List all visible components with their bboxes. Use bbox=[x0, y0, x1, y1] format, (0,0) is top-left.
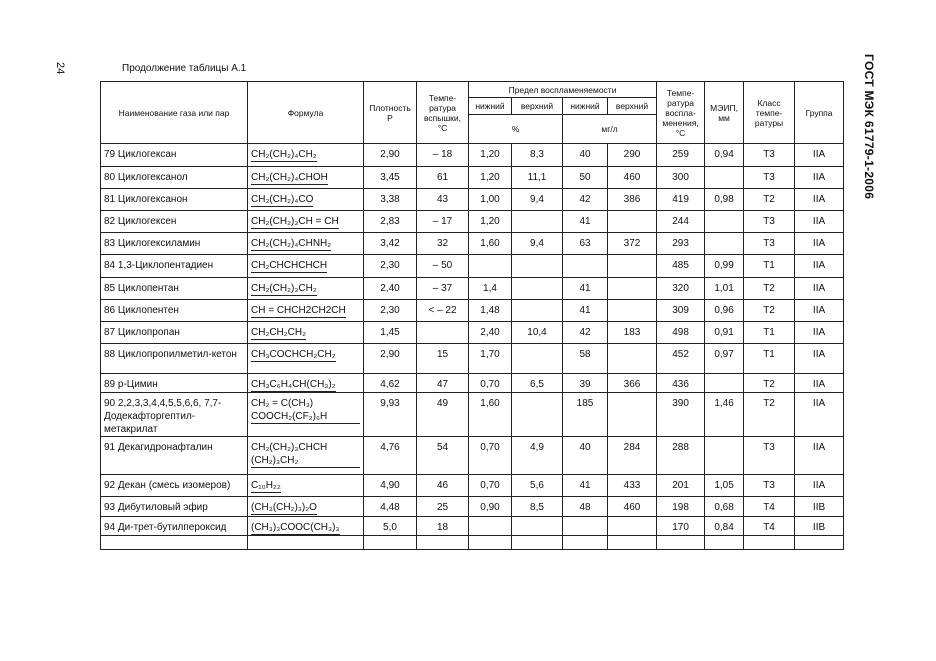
table-row bbox=[101, 278, 844, 300]
formula-cell bbox=[248, 374, 364, 393]
formula-text: CH₂(CH₂)₄CO bbox=[251, 194, 314, 205]
lower-pct-cell: 1,48 bbox=[469, 300, 512, 322]
upper-mgl-cell: 290 bbox=[608, 144, 657, 167]
temp-class-cell: T2 bbox=[744, 374, 795, 393]
name-cell: 92 Декан (смесь изомеров) bbox=[101, 475, 248, 497]
upper-pct-cell bbox=[512, 255, 563, 278]
group-cell: IIA bbox=[795, 144, 844, 167]
density-cell: 9,93 bbox=[364, 393, 417, 437]
upper-mgl-cell: 372 bbox=[608, 233, 657, 255]
group-cell: IIB bbox=[795, 517, 844, 536]
header-temp-class: Класс темпе-ратуры bbox=[744, 82, 795, 144]
formula-text: CH₂ = C(CH₃) COOCH₂(CF₂)₆H bbox=[251, 397, 360, 424]
ignition-temp-cell: 198 bbox=[657, 497, 705, 517]
upper-mgl-cell bbox=[608, 211, 657, 233]
upper-mgl-cell: 386 bbox=[608, 189, 657, 211]
empty-cell bbox=[364, 536, 417, 550]
flash-temp-cell: < – 22 bbox=[417, 300, 469, 322]
upper-mgl-cell bbox=[608, 393, 657, 437]
temp-class-cell: T4 bbox=[744, 517, 795, 536]
density-cell: 4,76 bbox=[364, 437, 417, 475]
table-row bbox=[101, 437, 844, 475]
table-caption: Продолжение таблицы А.1 bbox=[122, 63, 247, 74]
mesg-cell bbox=[705, 233, 744, 255]
upper-pct-cell bbox=[512, 300, 563, 322]
mesg-cell bbox=[705, 167, 744, 189]
header-group: Группа bbox=[795, 82, 844, 144]
empty-cell bbox=[512, 536, 563, 550]
formula-text: CH₂(CH₂)₄CHOH bbox=[251, 172, 328, 183]
flash-temp-cell: – 50 bbox=[417, 255, 469, 278]
formula-cell bbox=[248, 475, 364, 497]
name-cell: 82 Циклогексен bbox=[101, 211, 248, 233]
empty-cell bbox=[744, 536, 795, 550]
upper-mgl-cell: 460 bbox=[608, 497, 657, 517]
flash-temp-cell: 47 bbox=[417, 374, 469, 393]
density-cell: 3,45 bbox=[364, 167, 417, 189]
formula-cell bbox=[248, 517, 364, 536]
mesg-cell: 0,91 bbox=[705, 322, 744, 344]
header-lower-mgl: нижний bbox=[563, 98, 608, 115]
flash-temp-cell: 46 bbox=[417, 475, 469, 497]
density-cell: 4,62 bbox=[364, 374, 417, 393]
temp-class-cell: T3 bbox=[744, 144, 795, 167]
upper-pct-cell bbox=[512, 278, 563, 300]
table-row bbox=[101, 144, 844, 167]
upper-pct-cell: 6,5 bbox=[512, 374, 563, 393]
lower-pct-cell: 1,4 bbox=[469, 278, 512, 300]
name-cell: 94 Ди-трет-бутилпероксид bbox=[101, 517, 248, 536]
upper-pct-cell: 11,1 bbox=[512, 167, 563, 189]
temp-class-cell: T2 bbox=[744, 278, 795, 300]
flash-temp-cell: 43 bbox=[417, 189, 469, 211]
density-cell: 2,90 bbox=[364, 344, 417, 374]
density-cell: 4,48 bbox=[364, 497, 417, 517]
header-flash-temp: Темпе-ратура вспышки, °С bbox=[417, 82, 469, 144]
empty-cell bbox=[101, 536, 248, 550]
page-number: 24 bbox=[54, 62, 66, 75]
lower-mgl-cell: 185 bbox=[563, 393, 608, 437]
upper-pct-cell: 9,4 bbox=[512, 233, 563, 255]
density-cell: 2,83 bbox=[364, 211, 417, 233]
header-lower-pct: нижний bbox=[469, 98, 512, 115]
group-cell: IIA bbox=[795, 437, 844, 475]
density-cell: 3,38 bbox=[364, 189, 417, 211]
lower-pct-cell: 0,70 bbox=[469, 437, 512, 475]
group-cell: IIA bbox=[795, 475, 844, 497]
formula-cell bbox=[248, 233, 364, 255]
lower-mgl-cell: 48 bbox=[563, 497, 608, 517]
formula-text: (CH₃)₃COOC(CH₃)₃ bbox=[251, 522, 340, 533]
ignition-temp-cell: 201 bbox=[657, 475, 705, 497]
formula-text: CH₂(CH₂)₄CH₂ bbox=[251, 149, 317, 160]
temp-class-cell: T3 bbox=[744, 211, 795, 233]
lower-mgl-cell: 42 bbox=[563, 189, 608, 211]
temp-class-cell: T3 bbox=[744, 233, 795, 255]
table-row bbox=[101, 255, 844, 278]
formula-cell bbox=[248, 255, 364, 278]
temp-class-cell: T1 bbox=[744, 322, 795, 344]
group-cell: IIA bbox=[795, 189, 844, 211]
ignition-temp-cell: 390 bbox=[657, 393, 705, 437]
name-cell: 93 Дибутиловый эфир bbox=[101, 497, 248, 517]
name-cell: 80 Циклогексанол bbox=[101, 167, 248, 189]
lower-mgl-cell: 50 bbox=[563, 167, 608, 189]
formula-cell bbox=[248, 278, 364, 300]
lower-pct-cell: 1,60 bbox=[469, 393, 512, 437]
group-cell: IIA bbox=[795, 255, 844, 278]
group-cell: IIA bbox=[795, 300, 844, 322]
flash-temp-cell: – 37 bbox=[417, 278, 469, 300]
header-upper-pct: верхний bbox=[512, 98, 563, 115]
lower-mgl-cell: 42 bbox=[563, 322, 608, 344]
temp-class-cell: T3 bbox=[744, 437, 795, 475]
name-cell: 88 Циклопропилметил-кетон bbox=[101, 344, 248, 374]
ignition-temp-cell: 244 bbox=[657, 211, 705, 233]
name-cell: 89 р-Цимин bbox=[101, 374, 248, 393]
lower-mgl-cell: 40 bbox=[563, 144, 608, 167]
ignition-temp-cell: 485 bbox=[657, 255, 705, 278]
upper-mgl-cell: 366 bbox=[608, 374, 657, 393]
formula-text: CH₂CH₂CH₂ bbox=[251, 327, 306, 338]
formula-text: CH₃C₆H₄CH(CH₃)₂ bbox=[251, 379, 336, 390]
table-row bbox=[101, 393, 844, 437]
empty-cell bbox=[248, 536, 364, 550]
formula-cell bbox=[248, 344, 364, 374]
header-density: Плотность Р bbox=[364, 82, 417, 144]
lower-mgl-cell: 40 bbox=[563, 437, 608, 475]
upper-pct-cell bbox=[512, 517, 563, 536]
flammability-table bbox=[100, 81, 844, 550]
flash-temp-cell bbox=[417, 322, 469, 344]
formula-cell bbox=[248, 211, 364, 233]
group-cell: IIA bbox=[795, 233, 844, 255]
empty-cell bbox=[795, 536, 844, 550]
header-mesg: МЭИП, мм bbox=[705, 82, 744, 144]
lower-mgl-cell: 41 bbox=[563, 211, 608, 233]
ignition-temp-cell: 288 bbox=[657, 437, 705, 475]
group-cell: IIA bbox=[795, 278, 844, 300]
formula-text: CH₂(CH₂)₃CHCH (CH₂)₃CH₂ bbox=[251, 441, 360, 468]
density-cell: 2,30 bbox=[364, 255, 417, 278]
upper-pct-cell: 8,3 bbox=[512, 144, 563, 167]
lower-pct-cell bbox=[469, 255, 512, 278]
mesg-cell bbox=[705, 437, 744, 475]
lower-pct-cell: 0,70 bbox=[469, 374, 512, 393]
lower-pct-cell: 1,20 bbox=[469, 167, 512, 189]
density-cell: 3,42 bbox=[364, 233, 417, 255]
lower-pct-cell: 1,70 bbox=[469, 344, 512, 374]
lower-mgl-cell bbox=[563, 255, 608, 278]
upper-mgl-cell bbox=[608, 255, 657, 278]
mesg-cell: 0,99 bbox=[705, 255, 744, 278]
lower-mgl-cell: 39 bbox=[563, 374, 608, 393]
formula-text: C₁₀H₂₂ bbox=[251, 480, 281, 491]
formula-cell bbox=[248, 300, 364, 322]
empty-cell bbox=[705, 536, 744, 550]
mesg-cell bbox=[705, 374, 744, 393]
header-flammability-limit: Предел воспламеняемости bbox=[469, 82, 657, 98]
ignition-temp-cell: 452 bbox=[657, 344, 705, 374]
mesg-cell: 1,46 bbox=[705, 393, 744, 437]
lower-pct-cell: 0,70 bbox=[469, 475, 512, 497]
upper-mgl-cell: 284 bbox=[608, 437, 657, 475]
mesg-cell: 0,68 bbox=[705, 497, 744, 517]
upper-mgl-cell: 183 bbox=[608, 322, 657, 344]
table-row bbox=[101, 167, 844, 189]
flash-temp-cell: 49 bbox=[417, 393, 469, 437]
formula-text: CH₂(CH₂)₃CH = CH bbox=[251, 216, 339, 227]
density-cell: 2,90 bbox=[364, 144, 417, 167]
lower-pct-cell: 1,20 bbox=[469, 211, 512, 233]
upper-mgl-cell: 460 bbox=[608, 167, 657, 189]
temp-class-cell: T3 bbox=[744, 167, 795, 189]
upper-pct-cell: 4,9 bbox=[512, 437, 563, 475]
empty-cell bbox=[608, 536, 657, 550]
formula-text: CH₂(CH₂)₃CH₂ bbox=[251, 283, 317, 294]
lower-mgl-cell: 41 bbox=[563, 278, 608, 300]
mesg-cell: 0,98 bbox=[705, 189, 744, 211]
name-cell: 86 Циклопентен bbox=[101, 300, 248, 322]
formula-text: CH = CHCH2CH2CH bbox=[251, 305, 346, 316]
ignition-temp-cell: 259 bbox=[657, 144, 705, 167]
mesg-cell: 1,05 bbox=[705, 475, 744, 497]
table-row bbox=[101, 517, 844, 536]
name-cell: 79 Циклогексан bbox=[101, 144, 248, 167]
empty-cell bbox=[469, 536, 512, 550]
empty-cell bbox=[563, 536, 608, 550]
lower-mgl-cell bbox=[563, 517, 608, 536]
header-unit-mgl: мг/л bbox=[563, 115, 657, 144]
upper-pct-cell: 8,5 bbox=[512, 497, 563, 517]
flash-temp-cell: – 18 bbox=[417, 144, 469, 167]
lower-pct-cell: 2,40 bbox=[469, 322, 512, 344]
formula-cell bbox=[248, 322, 364, 344]
flash-temp-cell: 25 bbox=[417, 497, 469, 517]
ignition-temp-cell: 300 bbox=[657, 167, 705, 189]
lower-pct-cell: 1,20 bbox=[469, 144, 512, 167]
temp-class-cell: T1 bbox=[744, 344, 795, 374]
lower-pct-cell bbox=[469, 517, 512, 536]
table-row bbox=[101, 475, 844, 497]
density-cell: 2,30 bbox=[364, 300, 417, 322]
header-ignition-temp: Темпе-ратура воспла-менения, °С bbox=[657, 82, 705, 144]
temp-class-cell: T2 bbox=[744, 393, 795, 437]
table-row-empty bbox=[101, 536, 844, 550]
header-unit-pct: % bbox=[469, 115, 563, 144]
group-cell: IIA bbox=[795, 374, 844, 393]
ignition-temp-cell: 498 bbox=[657, 322, 705, 344]
table-row bbox=[101, 374, 844, 393]
table-row bbox=[101, 300, 844, 322]
density-cell: 2,40 bbox=[364, 278, 417, 300]
formula-cell bbox=[248, 497, 364, 517]
formula-text: CH₂(CH₂)₄CHNH₂ bbox=[251, 238, 332, 249]
lower-pct-cell: 1,00 bbox=[469, 189, 512, 211]
upper-pct-cell: 9,4 bbox=[512, 189, 563, 211]
formula-cell bbox=[248, 437, 364, 475]
formula-cell bbox=[248, 144, 364, 167]
group-cell: IIA bbox=[795, 167, 844, 189]
empty-cell bbox=[657, 536, 705, 550]
flash-temp-cell: 61 bbox=[417, 167, 469, 189]
table-body bbox=[101, 144, 844, 550]
upper-mgl-cell: 433 bbox=[608, 475, 657, 497]
ignition-temp-cell: 419 bbox=[657, 189, 705, 211]
formula-text: CH₂CHCHCHCH bbox=[251, 260, 328, 271]
formula-cell bbox=[248, 167, 364, 189]
ignition-temp-cell: 293 bbox=[657, 233, 705, 255]
ignition-temp-cell: 436 bbox=[657, 374, 705, 393]
header-formula: Формула bbox=[248, 82, 364, 144]
temp-class-cell: T2 bbox=[744, 189, 795, 211]
temp-class-cell: T1 bbox=[744, 255, 795, 278]
density-cell: 1,45 bbox=[364, 322, 417, 344]
lower-pct-cell: 0,90 bbox=[469, 497, 512, 517]
upper-pct-cell: 5,6 bbox=[512, 475, 563, 497]
group-cell: IIA bbox=[795, 344, 844, 374]
formula-cell bbox=[248, 189, 364, 211]
upper-pct-cell bbox=[512, 393, 563, 437]
group-cell: IIA bbox=[795, 393, 844, 437]
name-cell: 87 Циклопропан bbox=[101, 322, 248, 344]
empty-cell bbox=[417, 536, 469, 550]
formula-text: (CH₃(CH₂)₃)₂O bbox=[251, 502, 317, 513]
group-cell: IIA bbox=[795, 211, 844, 233]
table-row bbox=[101, 322, 844, 344]
table-row bbox=[101, 189, 844, 211]
lower-pct-cell: 1,60 bbox=[469, 233, 512, 255]
table-row bbox=[101, 233, 844, 255]
name-cell: 85 Циклопентан bbox=[101, 278, 248, 300]
name-cell: 81 Циклогексанон bbox=[101, 189, 248, 211]
lower-mgl-cell: 58 bbox=[563, 344, 608, 374]
group-cell: IIA bbox=[795, 322, 844, 344]
upper-pct-cell: 10,4 bbox=[512, 322, 563, 344]
upper-mgl-cell bbox=[608, 344, 657, 374]
lower-mgl-cell: 41 bbox=[563, 300, 608, 322]
mesg-cell: 0,84 bbox=[705, 517, 744, 536]
name-cell: 91 Декагидронафталин bbox=[101, 437, 248, 475]
mesg-cell: 1,01 bbox=[705, 278, 744, 300]
group-cell: IIB bbox=[795, 497, 844, 517]
ignition-temp-cell: 320 bbox=[657, 278, 705, 300]
upper-mgl-cell bbox=[608, 278, 657, 300]
flash-temp-cell: 32 bbox=[417, 233, 469, 255]
header-name: Наименование газа или пар bbox=[101, 82, 248, 144]
name-cell: 90 2,2,3,3,4,4,5,5,6,6, 7,7-Додекафторгептил-метакрилат bbox=[101, 393, 248, 437]
mesg-cell: 0,97 bbox=[705, 344, 744, 374]
mesg-cell: 0,96 bbox=[705, 300, 744, 322]
lower-mgl-cell: 41 bbox=[563, 475, 608, 497]
ignition-temp-cell: 170 bbox=[657, 517, 705, 536]
lower-mgl-cell: 63 bbox=[563, 233, 608, 255]
table-row bbox=[101, 211, 844, 233]
ignition-temp-cell: 309 bbox=[657, 300, 705, 322]
temp-class-cell: T4 bbox=[744, 497, 795, 517]
upper-mgl-cell bbox=[608, 517, 657, 536]
formula-cell bbox=[248, 393, 364, 437]
flash-temp-cell: 54 bbox=[417, 437, 469, 475]
flash-temp-cell: 15 bbox=[417, 344, 469, 374]
table-row bbox=[101, 497, 844, 517]
flash-temp-cell: – 17 bbox=[417, 211, 469, 233]
mesg-cell: 0,94 bbox=[705, 144, 744, 167]
flash-temp-cell: 18 bbox=[417, 517, 469, 536]
name-cell: 84 1,3-Циклопентадиен bbox=[101, 255, 248, 278]
mesg-cell bbox=[705, 211, 744, 233]
temp-class-cell: T3 bbox=[744, 475, 795, 497]
table-row bbox=[101, 344, 844, 374]
upper-mgl-cell bbox=[608, 300, 657, 322]
density-cell: 5,0 bbox=[364, 517, 417, 536]
formula-text: CH₃COCHCH₂CH₂ bbox=[251, 349, 336, 360]
density-cell: 4,90 bbox=[364, 475, 417, 497]
header-upper-mgl: верхний bbox=[608, 98, 657, 115]
name-cell: 83 Циклогексиламин bbox=[101, 233, 248, 255]
standard-code: ГОСТ МЭК 61779-1-2006 bbox=[862, 54, 876, 200]
upper-pct-cell bbox=[512, 344, 563, 374]
upper-pct-cell bbox=[512, 211, 563, 233]
temp-class-cell: T2 bbox=[744, 300, 795, 322]
